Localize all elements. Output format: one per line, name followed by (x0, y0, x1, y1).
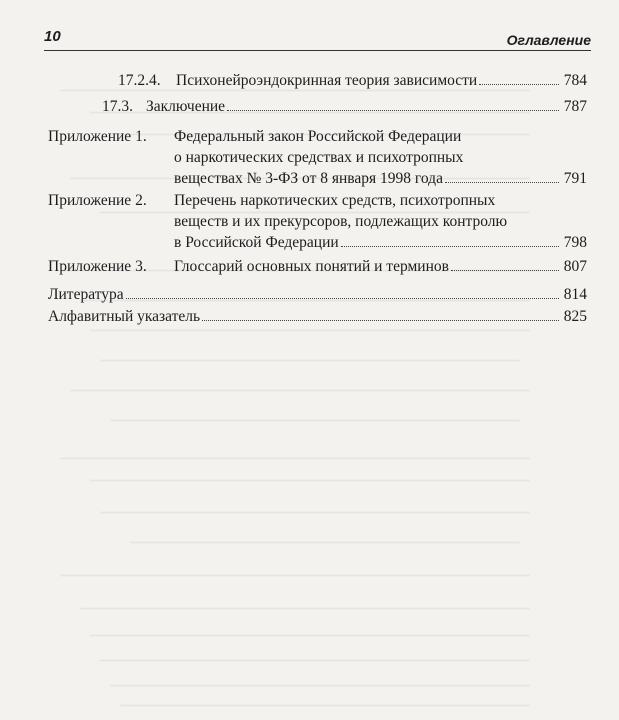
entry-title-line-2: о наркотических средствах и психотропных (174, 149, 464, 166)
entry-page: 798 (563, 234, 587, 251)
entry-title: Психонейроэндокринная теория зависимости (176, 72, 478, 89)
dot-leader (341, 246, 559, 247)
entry-page: 807 (563, 258, 587, 275)
entry-title: Алфавитный указатель (48, 308, 201, 325)
toc-entry-17-3[interactable] (48, 98, 587, 118)
toc-entry-appendix-3[interactable] (48, 258, 587, 278)
dot-leader (451, 270, 559, 271)
section-title: Оглавление (506, 32, 591, 48)
toc-entry-index[interactable] (48, 308, 587, 328)
entry-title: Глоссарий основных понятий и терминов (174, 258, 449, 275)
toc-entry-literature[interactable] (48, 286, 587, 306)
entry-title-line-1: Федеральный закон Российской Федерации (174, 128, 462, 145)
dot-leader (126, 298, 559, 299)
dot-leader (479, 84, 559, 85)
entry-title: Заключение (146, 98, 226, 115)
entry-title-line-1: Перечень наркотических средств, психотропных (174, 192, 496, 209)
toc-entry-17-2-4[interactable] (48, 72, 587, 92)
page-number: 10 (44, 28, 61, 45)
entry-page: 791 (563, 170, 587, 187)
entry-title-line-3: веществах № 3-ФЗ от 8 января 1998 года (174, 170, 443, 187)
page-header (44, 20, 591, 51)
toc-entry-appendix-2[interactable] (48, 192, 587, 256)
toc-entry-appendix-1[interactable] (48, 128, 587, 192)
entry-number: 17.2.4. (118, 72, 161, 89)
dot-leader (227, 110, 559, 111)
entry-number: Приложение 1. (48, 128, 147, 145)
entry-page: 814 (563, 286, 587, 303)
dot-leader (202, 320, 559, 321)
entry-page: 825 (563, 308, 587, 325)
entry-page: 787 (563, 98, 587, 115)
entry-number: Приложение 3. (48, 258, 147, 275)
entry-title: Литература (48, 286, 124, 303)
dot-leader (445, 182, 559, 183)
entry-number: Приложение 2. (48, 192, 147, 209)
entry-title-line-2: веществ и их прекурсоров, подлежащих контролю (174, 213, 508, 230)
entry-number: 17.3. (102, 98, 133, 115)
entry-page: 784 (563, 72, 587, 89)
entry-title-line-3: в Российской Федерации (174, 234, 339, 251)
